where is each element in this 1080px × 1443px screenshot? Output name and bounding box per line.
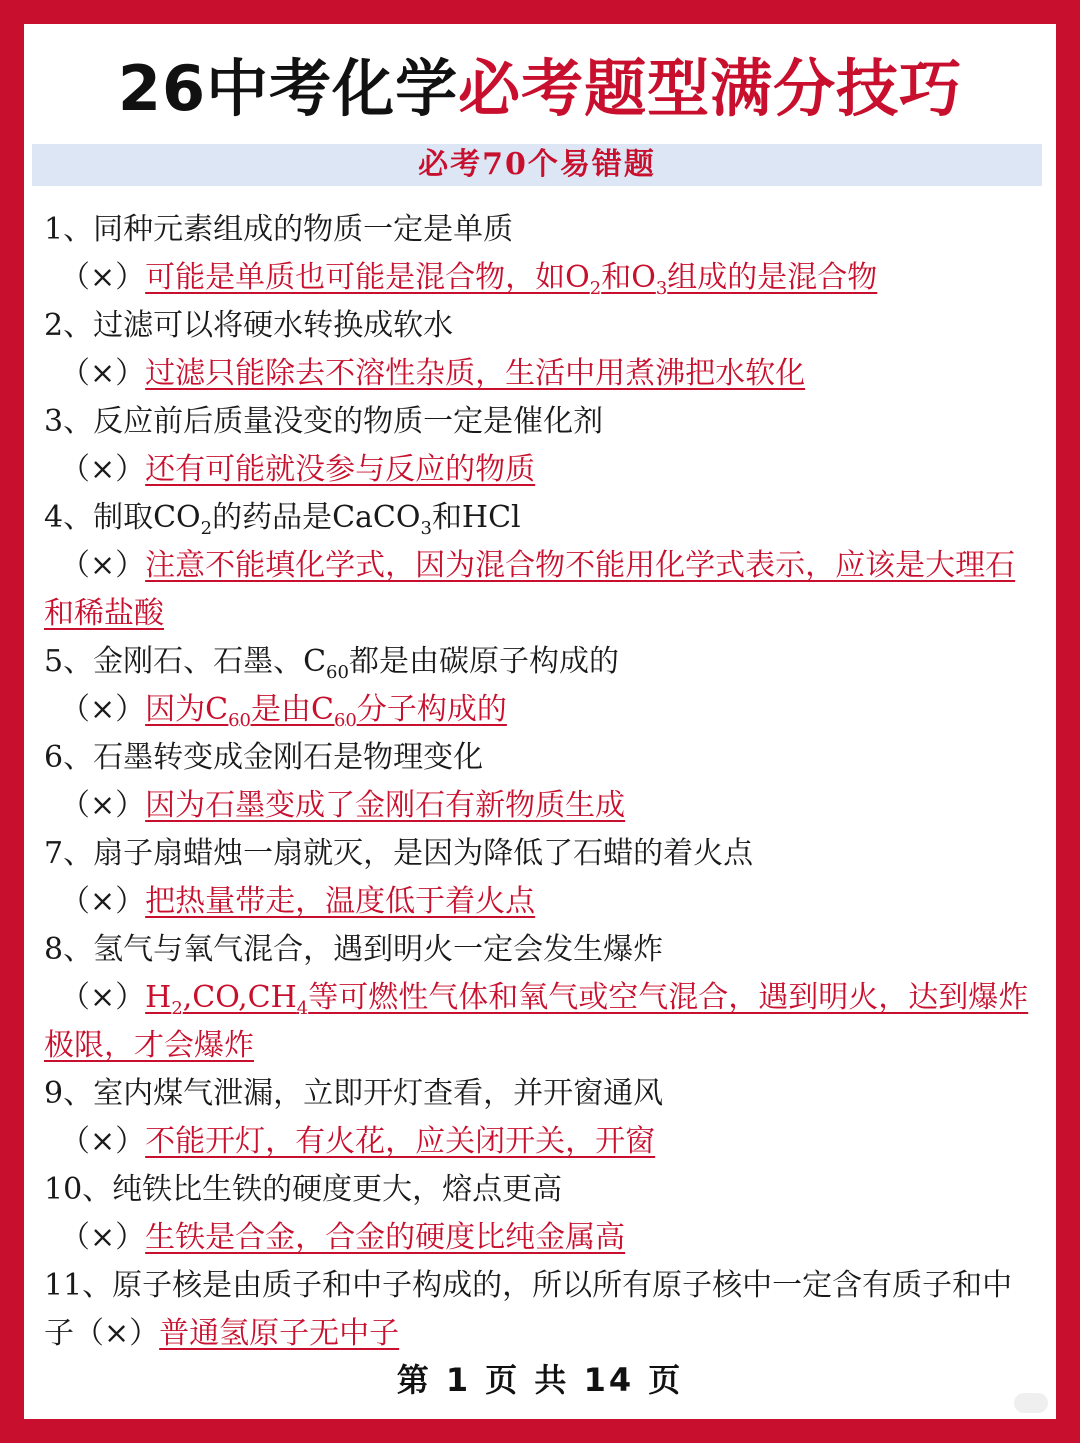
page-footer: 第 1 页 共 14 页 [396,1361,684,1399]
answer-8 [44,974,1044,1022]
answer-text: 极限，才会爆炸 [44,1028,254,1063]
watermark-icon [1014,1393,1048,1413]
wrong-mark: （×） [60,260,146,295]
answer-text: 注意不能填化学式，因为混合物不能用化学式表示，应该是大理石 [145,548,1016,583]
wrong-mark: （×） [60,452,146,487]
wrong-mark: （×） [60,692,146,727]
wrong-mark: （×） [60,884,146,919]
question-4: 4、制取$CO_2$的药品是CaCO$_3$和HCl [44,500,521,539]
wrong-mark: （×） [60,548,146,583]
question-6: 6、石墨转变成金刚石是物理变化 [44,740,484,775]
question-5: 5、金刚石、石墨、$C_{60}$都是由碳原子构成的 [44,644,619,683]
wrong-mark: （×） [60,1124,146,1159]
question-8: 8、氢气与氧气混合，遇到明火一定会发生爆炸 [44,932,664,967]
wrong-mark: （×） [74,1316,160,1351]
title-red-part: 必考题型满分技巧 [458,52,963,125]
question-2: 2、过滤可以将硬水转换成软水 [44,308,454,343]
answer-text: 因为$C_{60}$是由$C_{60}$分子构成的 [145,692,507,731]
wrong-mark: （×） [60,1220,146,1255]
question-9: 9、室内煤气泄漏，立即开灯查看，并开窗通风 [44,1076,664,1111]
answer-6 [44,782,1044,830]
section-banner: 必考70个易错题 [32,144,1042,186]
answer-4-continued [44,590,1044,638]
answer-text: $H_2,CO,CH_4$等可燃性气体和氧气或空气混合，遇到明火，达到爆炸 [145,980,1029,1019]
answer-3 [44,446,1044,494]
answer-text: 把热量带走，温度低于着火点 [145,884,536,919]
page-title [24,54,1056,124]
question-list [44,206,1044,1358]
title-black-part: 26中考化学 [117,52,459,125]
answer-10 [44,1214,1044,1262]
wrong-mark: （×） [60,980,146,1015]
answer-8-continued [44,1022,1044,1070]
answer-text: 和稀盐酸 [44,596,164,631]
answer-text: 过滤只能除去不溶性杂质，生活中用煮沸把水软化 [145,356,806,391]
answer-4 [44,542,1044,590]
answer-9 [44,1118,1044,1166]
page [24,24,1056,1419]
question-11: 11、原子核是由质子和中子构成的，所以所有原子核中一定含有质子和中 [44,1268,1013,1303]
answer-text: 可能是单质也可能是混合物，如$O_2$和$O_3$组成的是混合物 [145,260,878,299]
wrong-mark: （×） [60,356,146,391]
answer-7 [44,878,1044,926]
answer-2 [44,350,1044,398]
question-11-continued: 子（×）普通氢原子无中子 [44,1316,400,1351]
answer-5 [44,686,1044,734]
question-10: 10、纯铁比生铁的硬度更大，熔点更高 [44,1172,563,1207]
answer-text: 还有可能就没参与反应的物质 [145,452,536,487]
question-7: 7、扇子扇蜡烛一扇就灭，是因为降低了石蜡的着火点 [44,836,754,871]
question-1: 1、同种元素组成的物质一定是单质 [44,212,514,247]
wrong-mark: （×） [60,788,146,823]
question-3: 3、反应前后质量没变的物质一定是催化剂 [44,404,604,439]
answer-text: 生铁是合金，合金的硬度比纯金属高 [145,1220,626,1255]
answer-text: 普通氢原子无中子 [159,1316,400,1351]
answer-text: 不能开灯，有火花，应关闭开关，开窗 [145,1124,656,1159]
answer-1 [44,254,1044,302]
answer-text: 因为石墨变成了金刚石有新物质生成 [145,788,626,823]
